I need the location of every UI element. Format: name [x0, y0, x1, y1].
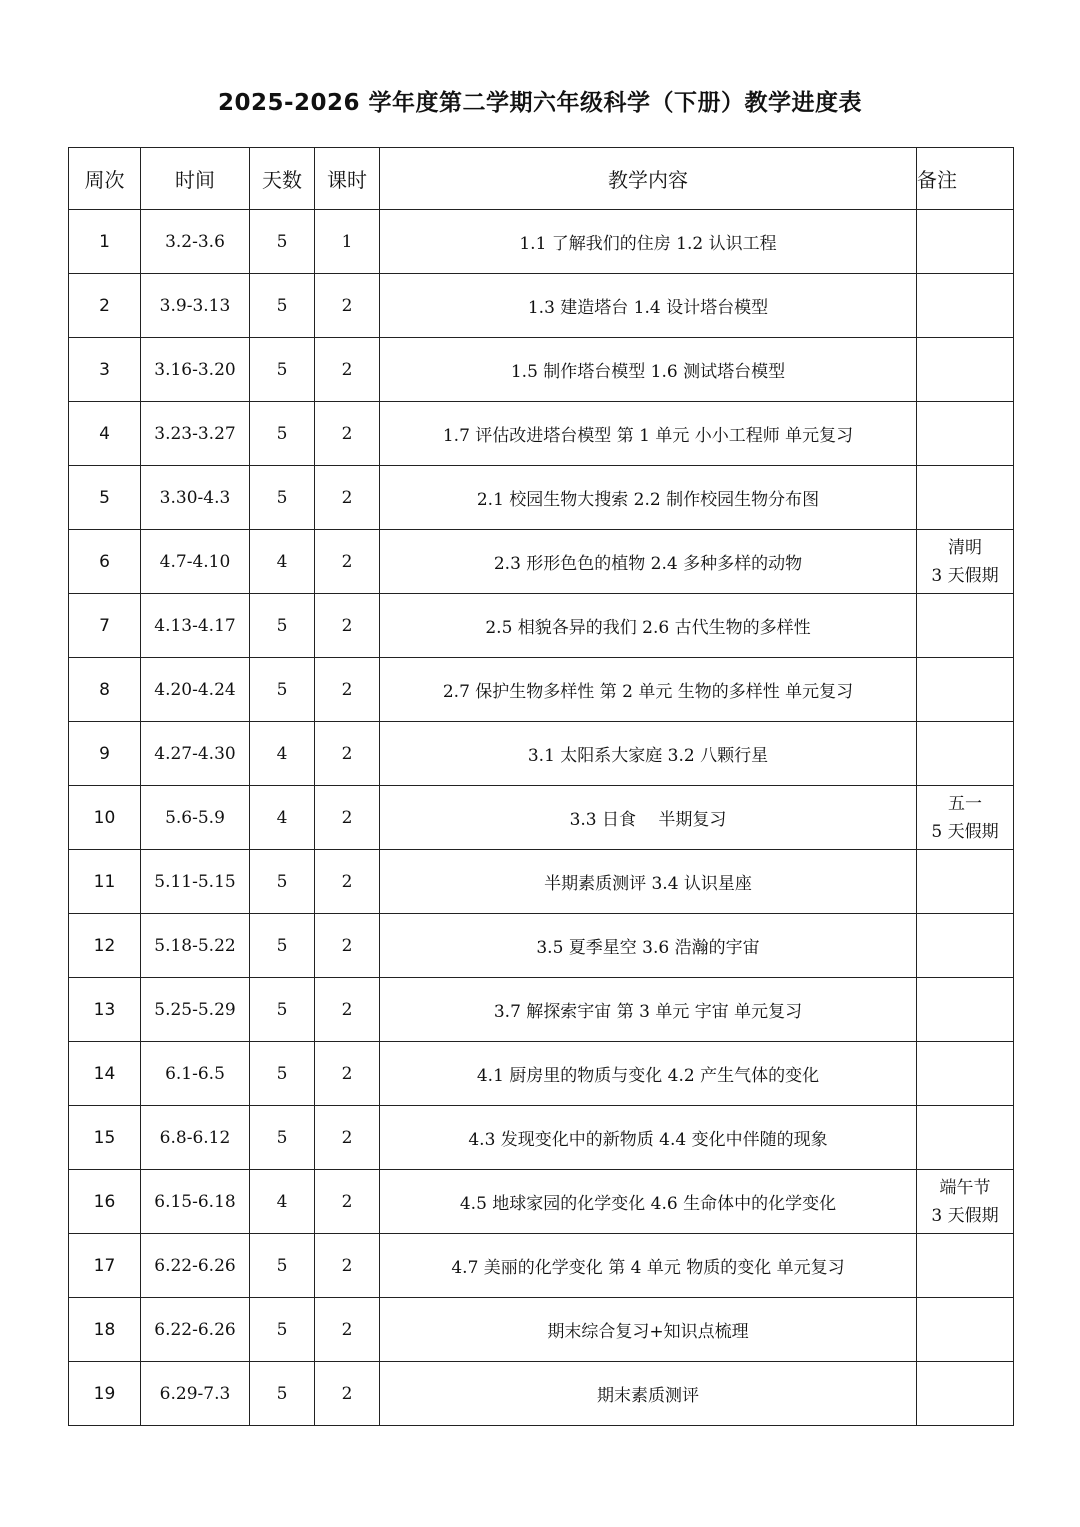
note-cell: [917, 1234, 1014, 1298]
note-cell: [917, 658, 1014, 722]
time-cell: 5.18-5.22: [141, 914, 250, 978]
periods-cell: 2: [315, 978, 380, 1042]
note-cell: [917, 1298, 1014, 1362]
table-row: [69, 658, 1014, 722]
note-line: 3 天假期: [931, 1205, 999, 1226]
header-periods: 课时: [315, 148, 380, 210]
week-cell: 5: [69, 466, 141, 530]
days-cell: 5: [250, 1362, 315, 1426]
week-cell: 16: [69, 1170, 141, 1234]
time-cell: 5.11-5.15: [141, 850, 250, 914]
days-cell: 4: [250, 722, 315, 786]
note-cell: [917, 530, 1014, 594]
time-cell: 4.20-4.24: [141, 658, 250, 722]
periods-cell: 2: [315, 658, 380, 722]
note-cell: [917, 1042, 1014, 1106]
content-cell: 4.3 发现变化中的新物质 4.4 变化中伴随的现象: [380, 1106, 917, 1170]
time-cell: 3.2-3.6: [141, 210, 250, 274]
week-cell: 10: [69, 786, 141, 850]
days-cell: 5: [250, 338, 315, 402]
note-line: 五一: [948, 793, 982, 814]
periods-cell: 2: [315, 1362, 380, 1426]
week-cell: 15: [69, 1106, 141, 1170]
periods-cell: 2: [315, 1106, 380, 1170]
note-cell: [917, 786, 1014, 850]
days-cell: 4: [250, 530, 315, 594]
time-cell: 6.8-6.12: [141, 1106, 250, 1170]
content-cell: 期末素质测评: [380, 1362, 917, 1426]
days-cell: 5: [250, 850, 315, 914]
week-cell: 4: [69, 402, 141, 466]
week-cell: 14: [69, 1042, 141, 1106]
content-cell: 1.7 评估改进塔台模型 第 1 单元 小小工程师 单元复习: [380, 402, 917, 466]
days-cell: 5: [250, 978, 315, 1042]
header-note: 备注: [917, 148, 1014, 210]
time-cell: 3.16-3.20: [141, 338, 250, 402]
note-line: 5 天假期: [931, 821, 999, 842]
time-cell: 6.29-7.3: [141, 1362, 250, 1426]
periods-cell: 2: [315, 850, 380, 914]
content-cell: 2.7 保护生物多样性 第 2 单元 生物的多样性 单元复习: [380, 658, 917, 722]
table-row: [69, 210, 1014, 274]
table-row: [69, 530, 1014, 594]
periods-cell: 2: [315, 402, 380, 466]
week-cell: 8: [69, 658, 141, 722]
time-cell: 3.30-4.3: [141, 466, 250, 530]
content-cell: 期末综合复习+知识点梳理: [380, 1298, 917, 1362]
days-cell: 4: [250, 786, 315, 850]
header-time: 时间: [141, 148, 250, 210]
table-row: [69, 786, 1014, 850]
note-cell: [917, 402, 1014, 466]
content-cell: 1.3 建造塔台 1.4 设计塔台模型: [380, 274, 917, 338]
days-cell: 5: [250, 914, 315, 978]
days-cell: 5: [250, 594, 315, 658]
days-cell: 5: [250, 210, 315, 274]
note-cell: [917, 978, 1014, 1042]
table-row: [69, 402, 1014, 466]
periods-cell: 2: [315, 1170, 380, 1234]
periods-cell: 2: [315, 466, 380, 530]
note-line: 清明: [948, 537, 982, 558]
note-cell: [917, 850, 1014, 914]
content-cell: 3.1 太阳系大家庭 3.2 八颗行星: [380, 722, 917, 786]
table-row: [69, 1298, 1014, 1362]
table-row: [69, 978, 1014, 1042]
week-cell: 6: [69, 530, 141, 594]
days-cell: 5: [250, 658, 315, 722]
note-cell: [917, 1106, 1014, 1170]
days-cell: 5: [250, 274, 315, 338]
periods-cell: 2: [315, 530, 380, 594]
periods-cell: 2: [315, 1042, 380, 1106]
table-row: [69, 338, 1014, 402]
table-row: [69, 466, 1014, 530]
table-row: [69, 1170, 1014, 1234]
days-cell: 5: [250, 1298, 315, 1362]
days-cell: 5: [250, 1106, 315, 1170]
content-cell: 2.1 校园生物大搜索 2.2 制作校园生物分布图: [380, 466, 917, 530]
days-cell: 4: [250, 1170, 315, 1234]
days-cell: 5: [250, 402, 315, 466]
content-cell: 3.5 夏季星空 3.6 浩瀚的宇宙: [380, 914, 917, 978]
periods-cell: 2: [315, 786, 380, 850]
days-cell: 5: [250, 1042, 315, 1106]
content-cell: 4.7 美丽的化学变化 第 4 单元 物质的变化 单元复习: [380, 1234, 917, 1298]
periods-cell: 2: [315, 722, 380, 786]
header-content: 教学内容: [380, 148, 917, 210]
table-row: [69, 594, 1014, 658]
week-cell: 17: [69, 1234, 141, 1298]
content-cell: 半期素质测评 3.4 认识星座: [380, 850, 917, 914]
note-line: 3 天假期: [931, 565, 999, 586]
week-cell: 11: [69, 850, 141, 914]
document-title: 2025-2026 学年度第二学期六年级科学（下册）教学进度表: [217, 90, 863, 116]
schedule-table: [68, 147, 1014, 1426]
table-header-row: [69, 148, 1014, 210]
content-cell: 4.1 厨房里的物质与变化 4.2 产生气体的变化: [380, 1042, 917, 1106]
week-cell: 1: [69, 210, 141, 274]
time-cell: 5.25-5.29: [141, 978, 250, 1042]
note-cell: [917, 1170, 1014, 1234]
note-line: 端午节: [939, 1177, 991, 1198]
note-cell: [917, 210, 1014, 274]
week-cell: 3: [69, 338, 141, 402]
time-cell: 6.1-6.5: [141, 1042, 250, 1106]
header-days: 天数: [250, 148, 315, 210]
week-cell: 7: [69, 594, 141, 658]
periods-cell: 2: [315, 338, 380, 402]
week-cell: 2: [69, 274, 141, 338]
content-cell: 3.7 解探索宇宙 第 3 单元 宇宙 单元复习: [380, 978, 917, 1042]
table-row: [69, 914, 1014, 978]
content-cell: 3.3 日食 半期复习: [380, 786, 917, 850]
week-cell: 19: [69, 1362, 141, 1426]
time-cell: 6.22-6.26: [141, 1298, 250, 1362]
periods-cell: 1: [315, 210, 380, 274]
time-cell: 4.13-4.17: [141, 594, 250, 658]
time-cell: 5.6-5.9: [141, 786, 250, 850]
table-row: [69, 1362, 1014, 1426]
note-cell: [917, 1362, 1014, 1426]
time-cell: 3.9-3.13: [141, 274, 250, 338]
content-cell: 4.5 地球家园的化学变化 4.6 生命体中的化学变化: [380, 1170, 917, 1234]
week-cell: 9: [69, 722, 141, 786]
periods-cell: 2: [315, 1298, 380, 1362]
table-row: [69, 722, 1014, 786]
days-cell: 5: [250, 466, 315, 530]
week-cell: 13: [69, 978, 141, 1042]
header-week: 周次: [69, 148, 141, 210]
week-cell: 18: [69, 1298, 141, 1362]
periods-cell: 2: [315, 274, 380, 338]
table-row: [69, 1042, 1014, 1106]
note-cell: [917, 466, 1014, 530]
time-cell: 6.15-6.18: [141, 1170, 250, 1234]
time-cell: 6.22-6.26: [141, 1234, 250, 1298]
note-cell: [917, 722, 1014, 786]
content-cell: 1.5 制作塔台模型 1.6 测试塔台模型: [380, 338, 917, 402]
periods-cell: 2: [315, 914, 380, 978]
time-cell: 4.7-4.10: [141, 530, 250, 594]
content-cell: 2.5 相貌各异的我们 2.6 古代生物的多样性: [380, 594, 917, 658]
table-row: [69, 1106, 1014, 1170]
table-row: [69, 850, 1014, 914]
periods-cell: 2: [315, 594, 380, 658]
content-cell: 2.3 形形色色的植物 2.4 多种多样的动物: [380, 530, 917, 594]
time-cell: 4.27-4.30: [141, 722, 250, 786]
time-cell: 3.23-3.27: [141, 402, 250, 466]
week-cell: 12: [69, 914, 141, 978]
content-cell: 1.1 了解我们的住房 1.2 认识工程: [380, 210, 917, 274]
table-row: [69, 1234, 1014, 1298]
days-cell: 5: [250, 1234, 315, 1298]
periods-cell: 2: [315, 1234, 380, 1298]
note-cell: [917, 914, 1014, 978]
note-cell: [917, 594, 1014, 658]
note-cell: [917, 338, 1014, 402]
note-cell: [917, 274, 1014, 338]
table-row: [69, 274, 1014, 338]
